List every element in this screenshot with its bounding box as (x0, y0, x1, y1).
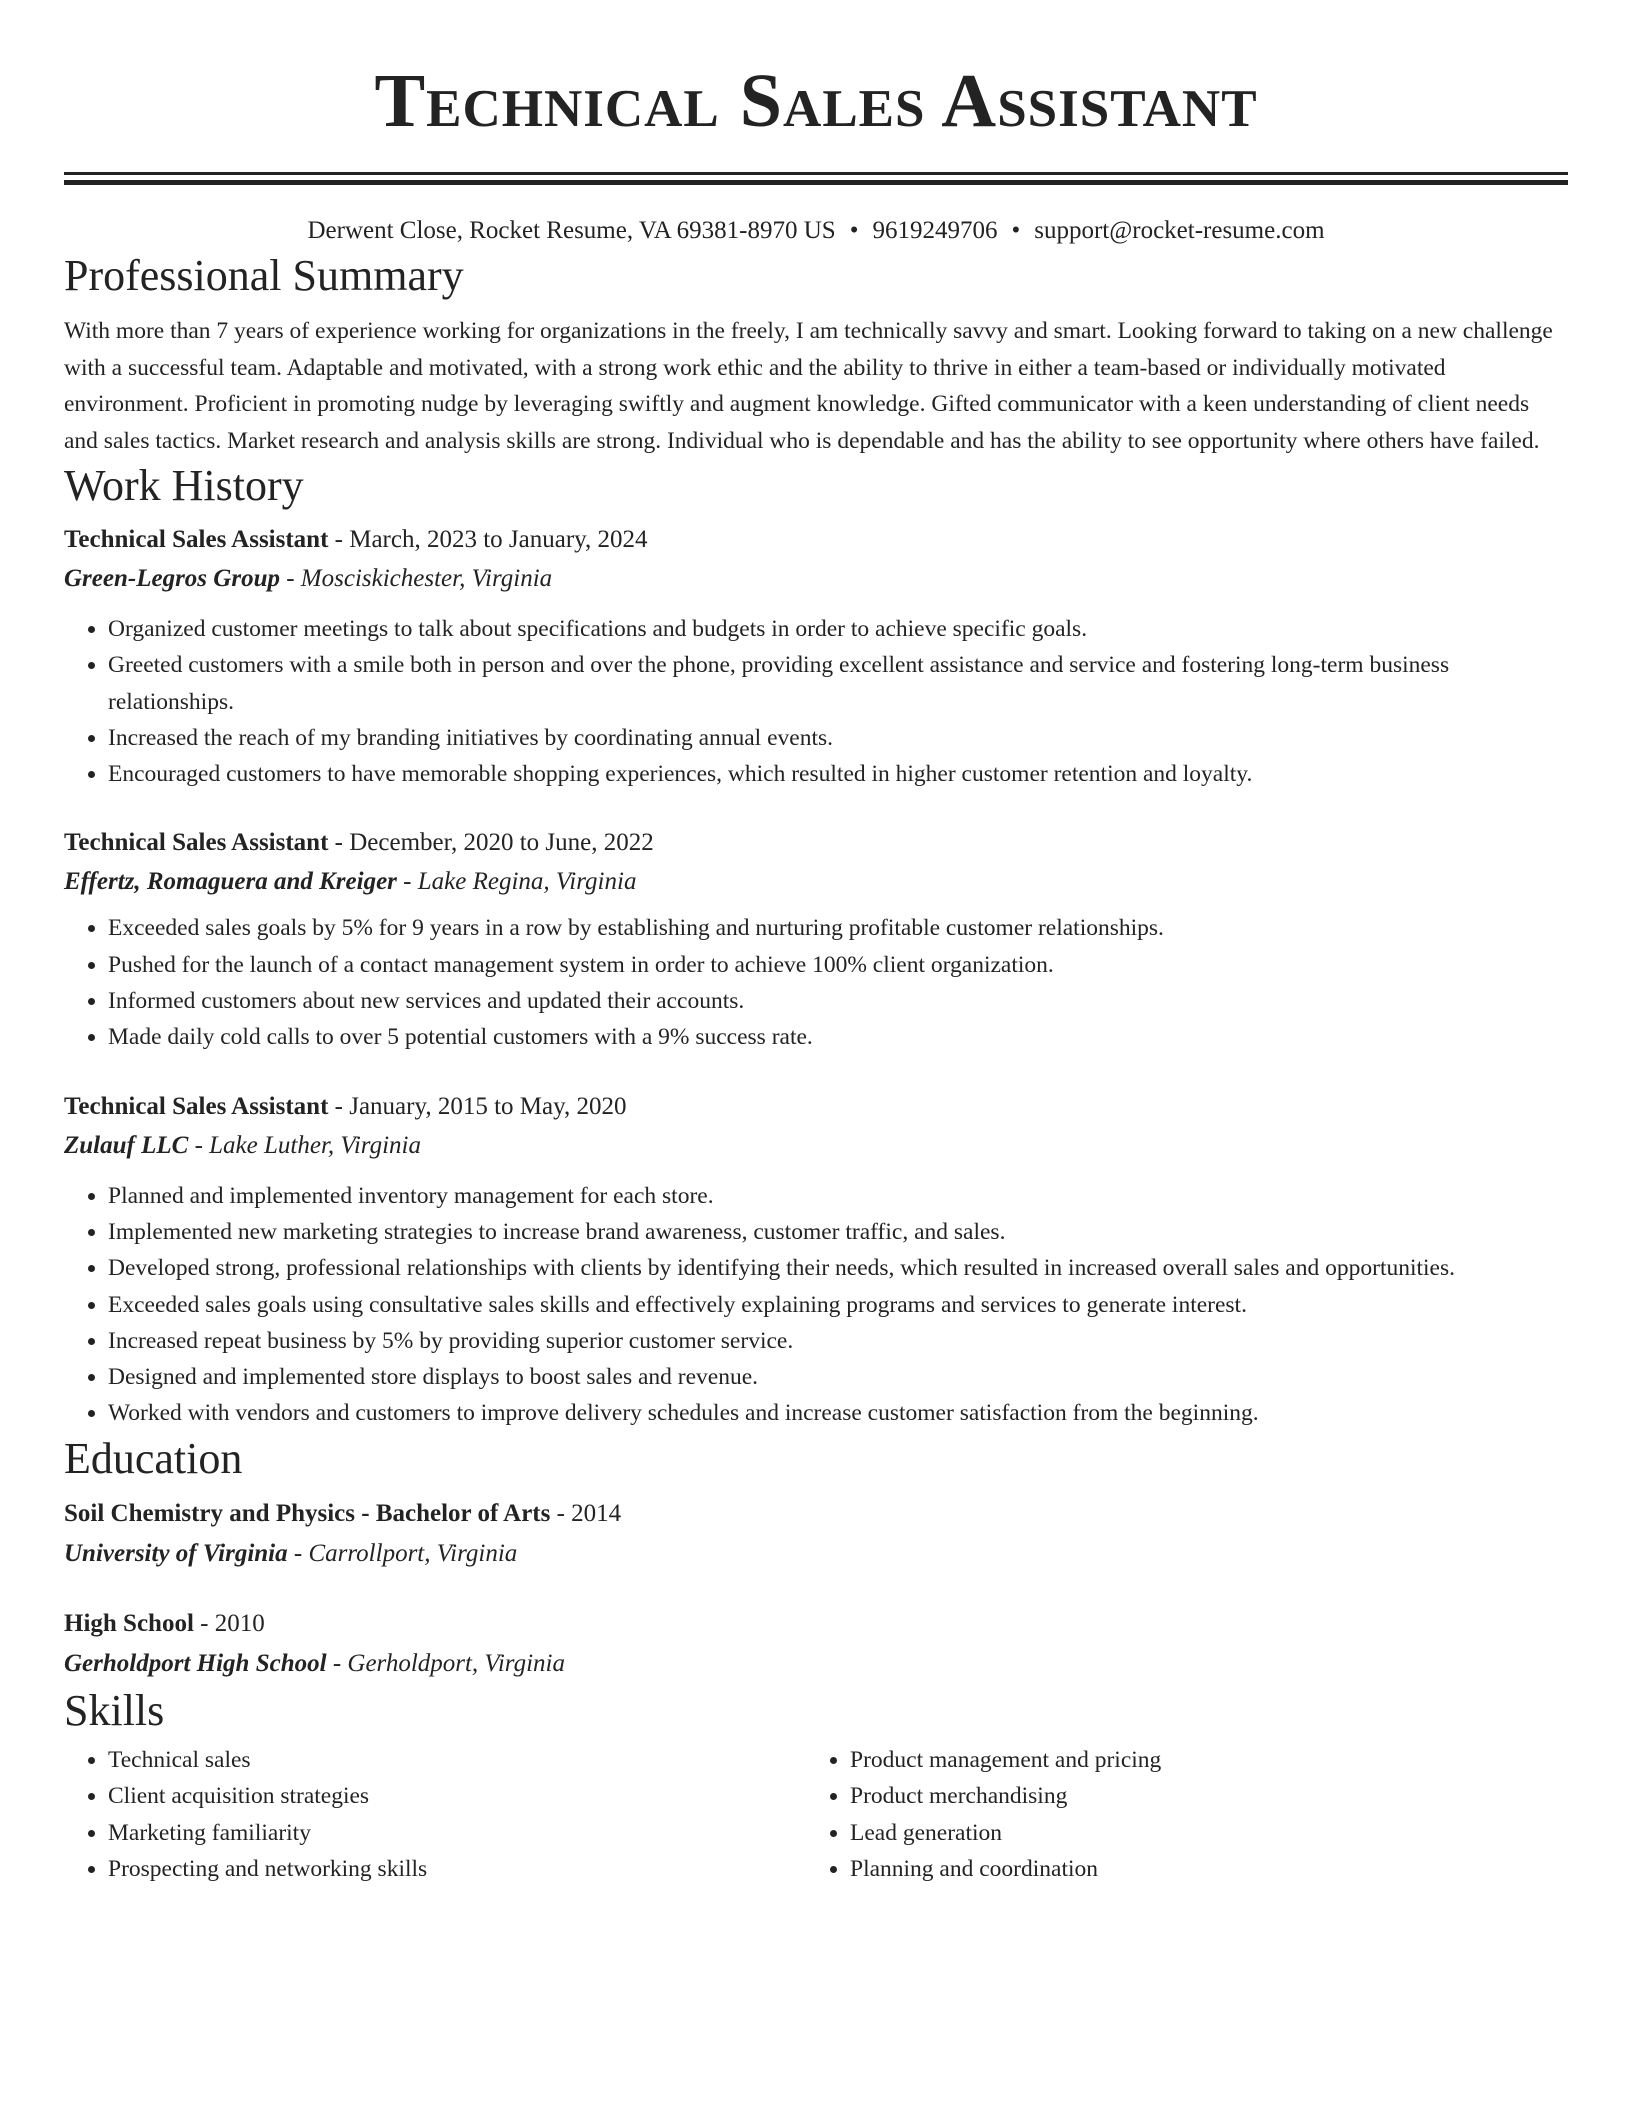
job-company-line (64, 559, 1568, 599)
degree-line (64, 1494, 1568, 1534)
list-item: • Designed and implemented store displays to boost sales and revenue. (108, 1359, 1568, 1395)
school-line (64, 1644, 1568, 1684)
job-company: Effertz, Romaguera and Kreiger (64, 868, 397, 896)
list-item: • Implemented new marketing strategies to increase brand awareness, customer traffic, and sales. (108, 1214, 1568, 1250)
skill-item: • Lead generation (850, 1815, 1548, 1852)
job-dates: - December, 2020 to June, 2022 (328, 829, 654, 857)
list-item: • Increased repeat business by 5% by providing superior customer service. (108, 1323, 1568, 1359)
job-entry (64, 824, 1568, 1055)
job-entry (64, 1088, 1568, 1432)
job-company-line (64, 1126, 1568, 1166)
list-item: • Increased the reach of my branding initiatives by coordinating annual events. (108, 720, 1568, 756)
list-item: • Exceeded sales goals by 5% for 9 years in a row by establishing and nurturing profitable customer relationships. (108, 910, 1568, 946)
contact-separator: • (849, 217, 859, 244)
school-name: University of Virginia (64, 1539, 288, 1567)
contact-email: support@rocket-resume.com (1034, 217, 1325, 244)
skill-item: • Planning and coordination (850, 1851, 1548, 1888)
contact-separator: • (1011, 217, 1021, 244)
skill-item: • Prospecting and networking skills (108, 1851, 806, 1888)
skill-item: • Technical sales (108, 1742, 806, 1779)
contact-address: Derwent Close, Rocket Resume, VA 69381-8970 US (307, 217, 836, 244)
job-bullets (64, 910, 1568, 1055)
list-item: • Planned and implemented inventory management for each store. (108, 1178, 1568, 1214)
list-item: • Exceeded sales goals using consultative sales skills and effectively explaining programs and services to generate interest. (108, 1287, 1568, 1323)
degree-line (64, 1604, 1568, 1644)
contact-phone: 9619249706 (872, 217, 998, 244)
school-name: Gerholdport High School (64, 1649, 327, 1677)
skill-item: • Marketing familiarity (108, 1815, 806, 1852)
work-history-heading: Work History (64, 461, 304, 510)
summary-heading: Professional Summary (64, 251, 464, 300)
education-entry (64, 1494, 1568, 1574)
job-location: - Lake Regina, Virginia (396, 868, 637, 896)
list-item: • Pushed for the launch of a contact management system in order to achieve 100% client organization. (108, 947, 1568, 983)
job-bullets (64, 611, 1568, 792)
list-item: • Informed customers about new services and updated their accounts. (108, 983, 1568, 1019)
job-title: Technical Sales Assistant (64, 829, 329, 857)
list-item: • Encouraged customers to have memorable shopping experiences, which resulted in higher customer retention and loyalty. (108, 756, 1568, 792)
job-dates: - March, 2023 to January, 2024 (328, 526, 648, 553)
job-company: Zulauf LLC (64, 1131, 189, 1159)
degree-year: - 2014 (550, 1499, 622, 1527)
list-item: • Organized customer meetings to talk about specifications and budgets in order to achieve specific goals. (108, 611, 1568, 647)
school-line (64, 1534, 1568, 1574)
list-item: • Greeted customers with a smile both in person and over the phone, providing excellent assistance and service and fostering long-term business relationships. (108, 647, 1568, 720)
job-title-line (64, 1088, 1568, 1126)
job-location: - Mosciskichester, Virginia (279, 565, 553, 592)
job-company: Green-Legros Group (64, 565, 280, 592)
summary-text: With more than 7 years of experience working for organizations in the freely, I am technically savvy and smart. Looking forward to taking on a new challenge with a successful team. Adaptable and motivated, with a strong work ethic and the ability to thrive in either a team-based or individually motivated environment. Proficient in promoting nudge by leveraging swiftly and augment knowledge. Gifted communicator with a keen understanding of client needs and sales tactics. Market research and analysis skills are strong. Individual who is dependable and has the ability to see opportunity where others have failed. (64, 318, 1553, 454)
skill-item: • Product management and pricing (850, 1742, 1548, 1779)
skills-grid (64, 1742, 1568, 1888)
skills-column-right (806, 1742, 1548, 1888)
job-title: Technical Sales Assistant (64, 526, 329, 553)
degree-name: High School (64, 1609, 194, 1637)
skill-item: • Client acquisition strategies (108, 1778, 806, 1815)
job-title-line (64, 521, 1568, 559)
contact-line (64, 213, 1568, 249)
job-location: - Lake Luther, Virginia (188, 1131, 421, 1159)
job-company-line (64, 862, 1568, 902)
list-item: • Developed strong, professional relationships with clients by identifying their needs, which resulted in increased overall sales and opportunities. (108, 1250, 1568, 1286)
list-item: • Made daily cold calls to over 5 potential customers with a 9% success rate. (108, 1019, 1568, 1055)
education-heading: Education (64, 1433, 243, 1483)
skills-heading: Skills (64, 1685, 165, 1735)
job-entry (64, 521, 1568, 792)
job-title-line (64, 824, 1568, 862)
school-location: - Gerholdport, Virginia (326, 1649, 565, 1677)
job-dates: - January, 2015 to May, 2020 (328, 1092, 627, 1120)
resume-title: Technical Sales Assistant (374, 59, 1258, 143)
job-title: Technical Sales Assistant (64, 1092, 329, 1120)
list-item: • Worked with vendors and customers to improve delivery schedules and increase customer satisfaction from the beginning. (108, 1395, 1568, 1431)
degree-name: Soil Chemistry and Physics - Bachelor of Arts (64, 1499, 551, 1527)
title-divider (64, 172, 1568, 185)
education-entry (64, 1604, 1568, 1684)
job-bullets (64, 1178, 1568, 1432)
skills-column-left (64, 1742, 806, 1888)
degree-year: - 2010 (193, 1609, 265, 1637)
school-location: - Carrollport, Virginia (287, 1539, 518, 1567)
skill-item: • Product merchandising (850, 1778, 1548, 1815)
